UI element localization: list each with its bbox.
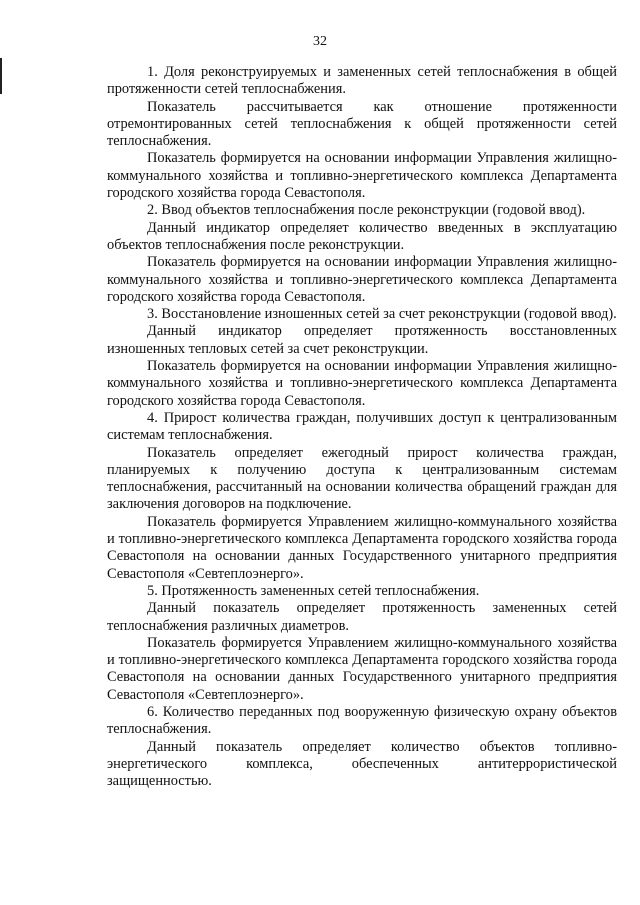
scan-edge-mark bbox=[0, 58, 2, 94]
paragraph-indicator-3-title: 3. Восстановление изношенных сетей за счет реконструкции (годовой ввод). bbox=[147, 306, 617, 323]
paragraph: Данный показатель определяет протяженность замененных сетей теплоснабжения различных диаметров. bbox=[107, 600, 617, 634]
paragraph-indicator-1-title: 1. Доля реконструируемых и замененных сетей теплоснабжения в общей протяженности сетей теплоснабжения. bbox=[107, 64, 617, 98]
paragraph: Показатель рассчитывается как отношение протяженности отремонтированных сетей теплоснабжения к общей протяженности сетей теплоснабжения. bbox=[107, 98, 617, 150]
page-number: 32 bbox=[313, 34, 327, 49]
paragraph: Данный показатель определяет количество объектов топливно-энергетического комплекса, обеспеченных антитеррористической защищенностью. bbox=[107, 738, 617, 790]
paragraph: Показатель формируется Управлением жилищно-коммунального хозяйства и топливно-энергетического комплекса Департамента городского хозяйства города Севастополя на основании данных Государственного унитарного предприятия Севастополя «Севтеплоэнерго». bbox=[107, 513, 617, 582]
paragraph: Показатель формируется на основании информации Управления жилищно-коммунального хозяйства и топливно-энергетического комплекса Департамента городского хозяйства города Севастополя. bbox=[107, 254, 617, 305]
paragraph-indicator-6-title: 6. Количество переданных под вооруженную физическую охрану объектов теплоснабжения. bbox=[107, 703, 617, 738]
paragraph: Показатель формируется Управлением жилищно-коммунального хозяйства и топливно-энергетического комплекса Департамента городского хозяйства города Севастополя на основании данных Государственного унитарного предприятия Севастополя «Севтеплоэнерго». bbox=[107, 634, 617, 703]
paragraph: Данный индикатор определяет протяженность восстановленных изношенных тепловых сетей за счет реконструкции. bbox=[107, 323, 617, 357]
paragraph: Данный индикатор определяет количество введенных в эксплуатацию объектов теплоснабжения после реконструкции. bbox=[107, 219, 617, 253]
paragraph: Показатель формируется на основании информации Управления жилищно-коммунального хозяйства и топливно-энергетического комплекса Департамента городского хозяйства города Севастополя. bbox=[107, 150, 617, 202]
paragraph-indicator-2-title: 2. Ввод объектов теплоснабжения после реконструкции (годовой ввод). bbox=[147, 202, 586, 219]
paragraph: Показатель определяет ежегодный прирост количества граждан, планируемых к получению доступа к централизованным системам теплоснабжения, рассчитанный на основании количества обращений граждан для заключения договоров на подключение. bbox=[107, 444, 617, 513]
paragraph-indicator-5-title: 5. Протяженность замененных сетей теплоснабжения. bbox=[147, 582, 480, 599]
paragraph: Показатель формируется на основании информации Управления жилищно-коммунального хозяйства и топливно-энергетического комплекса Департамента городского хозяйства города Севастополя. bbox=[107, 358, 617, 409]
document-body bbox=[107, 64, 617, 790]
paragraph-indicator-4-title: 4. Прирост количества граждан, получивших доступ к централизованным системам теплоснабжения. bbox=[107, 409, 617, 444]
